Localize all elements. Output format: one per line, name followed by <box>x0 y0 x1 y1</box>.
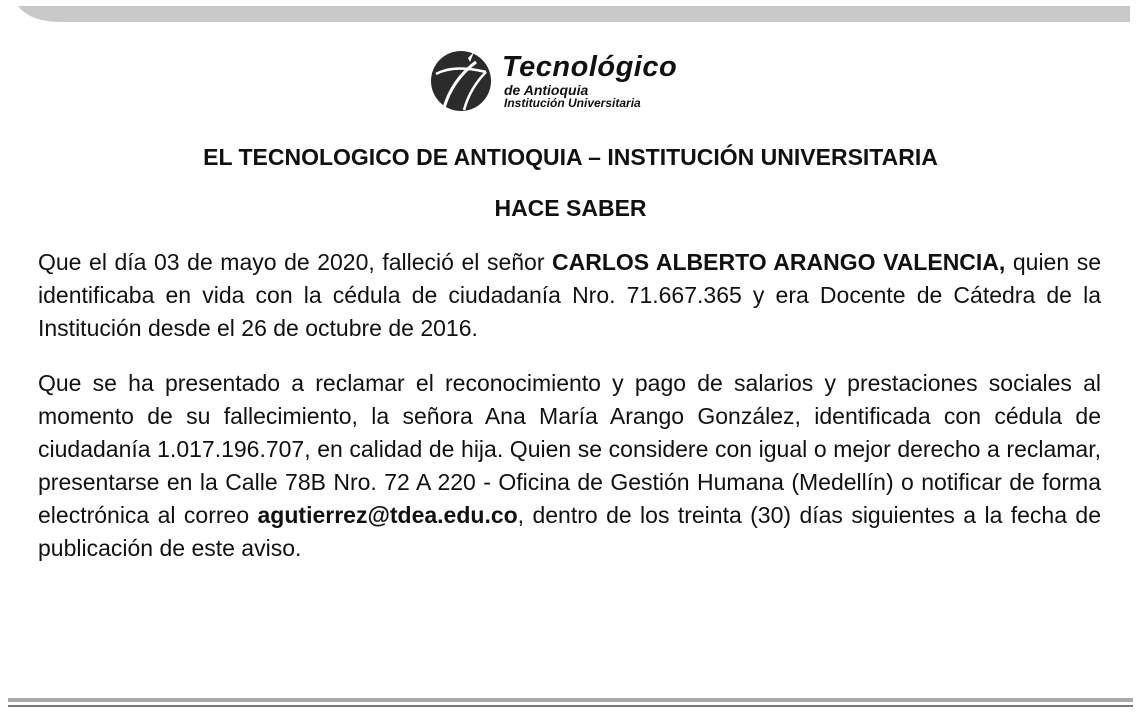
notice-title: EL TECNOLOGICO DE ANTIOQUIA – INSTITUCIÓN UNIVERSITARIA <box>203 144 938 170</box>
logo-title: Tecnológico <box>502 51 678 83</box>
notice-paragraph-2 <box>38 367 1101 565</box>
paragraph-2-closing: , dentro de los treinta (30) días siguientes a la fecha de publicación de este aviso. <box>38 502 1101 561</box>
bottom-decorative-bar <box>0 696 1141 716</box>
deceased-name: CARLOS ALBERTO ARANGO VALENCIA, <box>552 249 1006 275</box>
contact-email: agutierrez@tdea.edu.co <box>257 502 518 528</box>
notice-subtitle: HACE SABER <box>494 195 647 221</box>
notice-paragraph-1 <box>38 246 1101 345</box>
top-decorative-bar <box>0 0 1141 30</box>
logo-subtitle-location: de Antioquia <box>504 82 589 98</box>
logo-globe-icon <box>430 50 492 112</box>
paragraph-2-body: Que se ha presentado a reclamar el reconocimiento y pago de salarios y prestaciones sociales al momento de su fallecimiento, la señora Ana María Arango González, identificada con cédula de ciudadanía 1.017.196.707, en calidad de hija. Quien se considere con igual o mejor derecho a reclamar, presentarse en la Calle 78B Nro. 72 A 220 - Oficina de Gestión Humana (Medellín) o notificar de forma electrónica al correo <box>38 370 1101 528</box>
paragraph-1-intro: Que el día 03 de mayo de 2020, falleció el señor <box>38 249 553 275</box>
institution-logo <box>430 50 720 112</box>
paragraph-1-details: quien se identificaba en vida con la cédula de ciudadanía Nro. 71.667.365 y era Docente de Cátedra de la Institución desde el 26 de octubre de 2016. <box>38 249 1101 341</box>
logo-subtitle-type: Institución Universitaria <box>504 96 641 110</box>
